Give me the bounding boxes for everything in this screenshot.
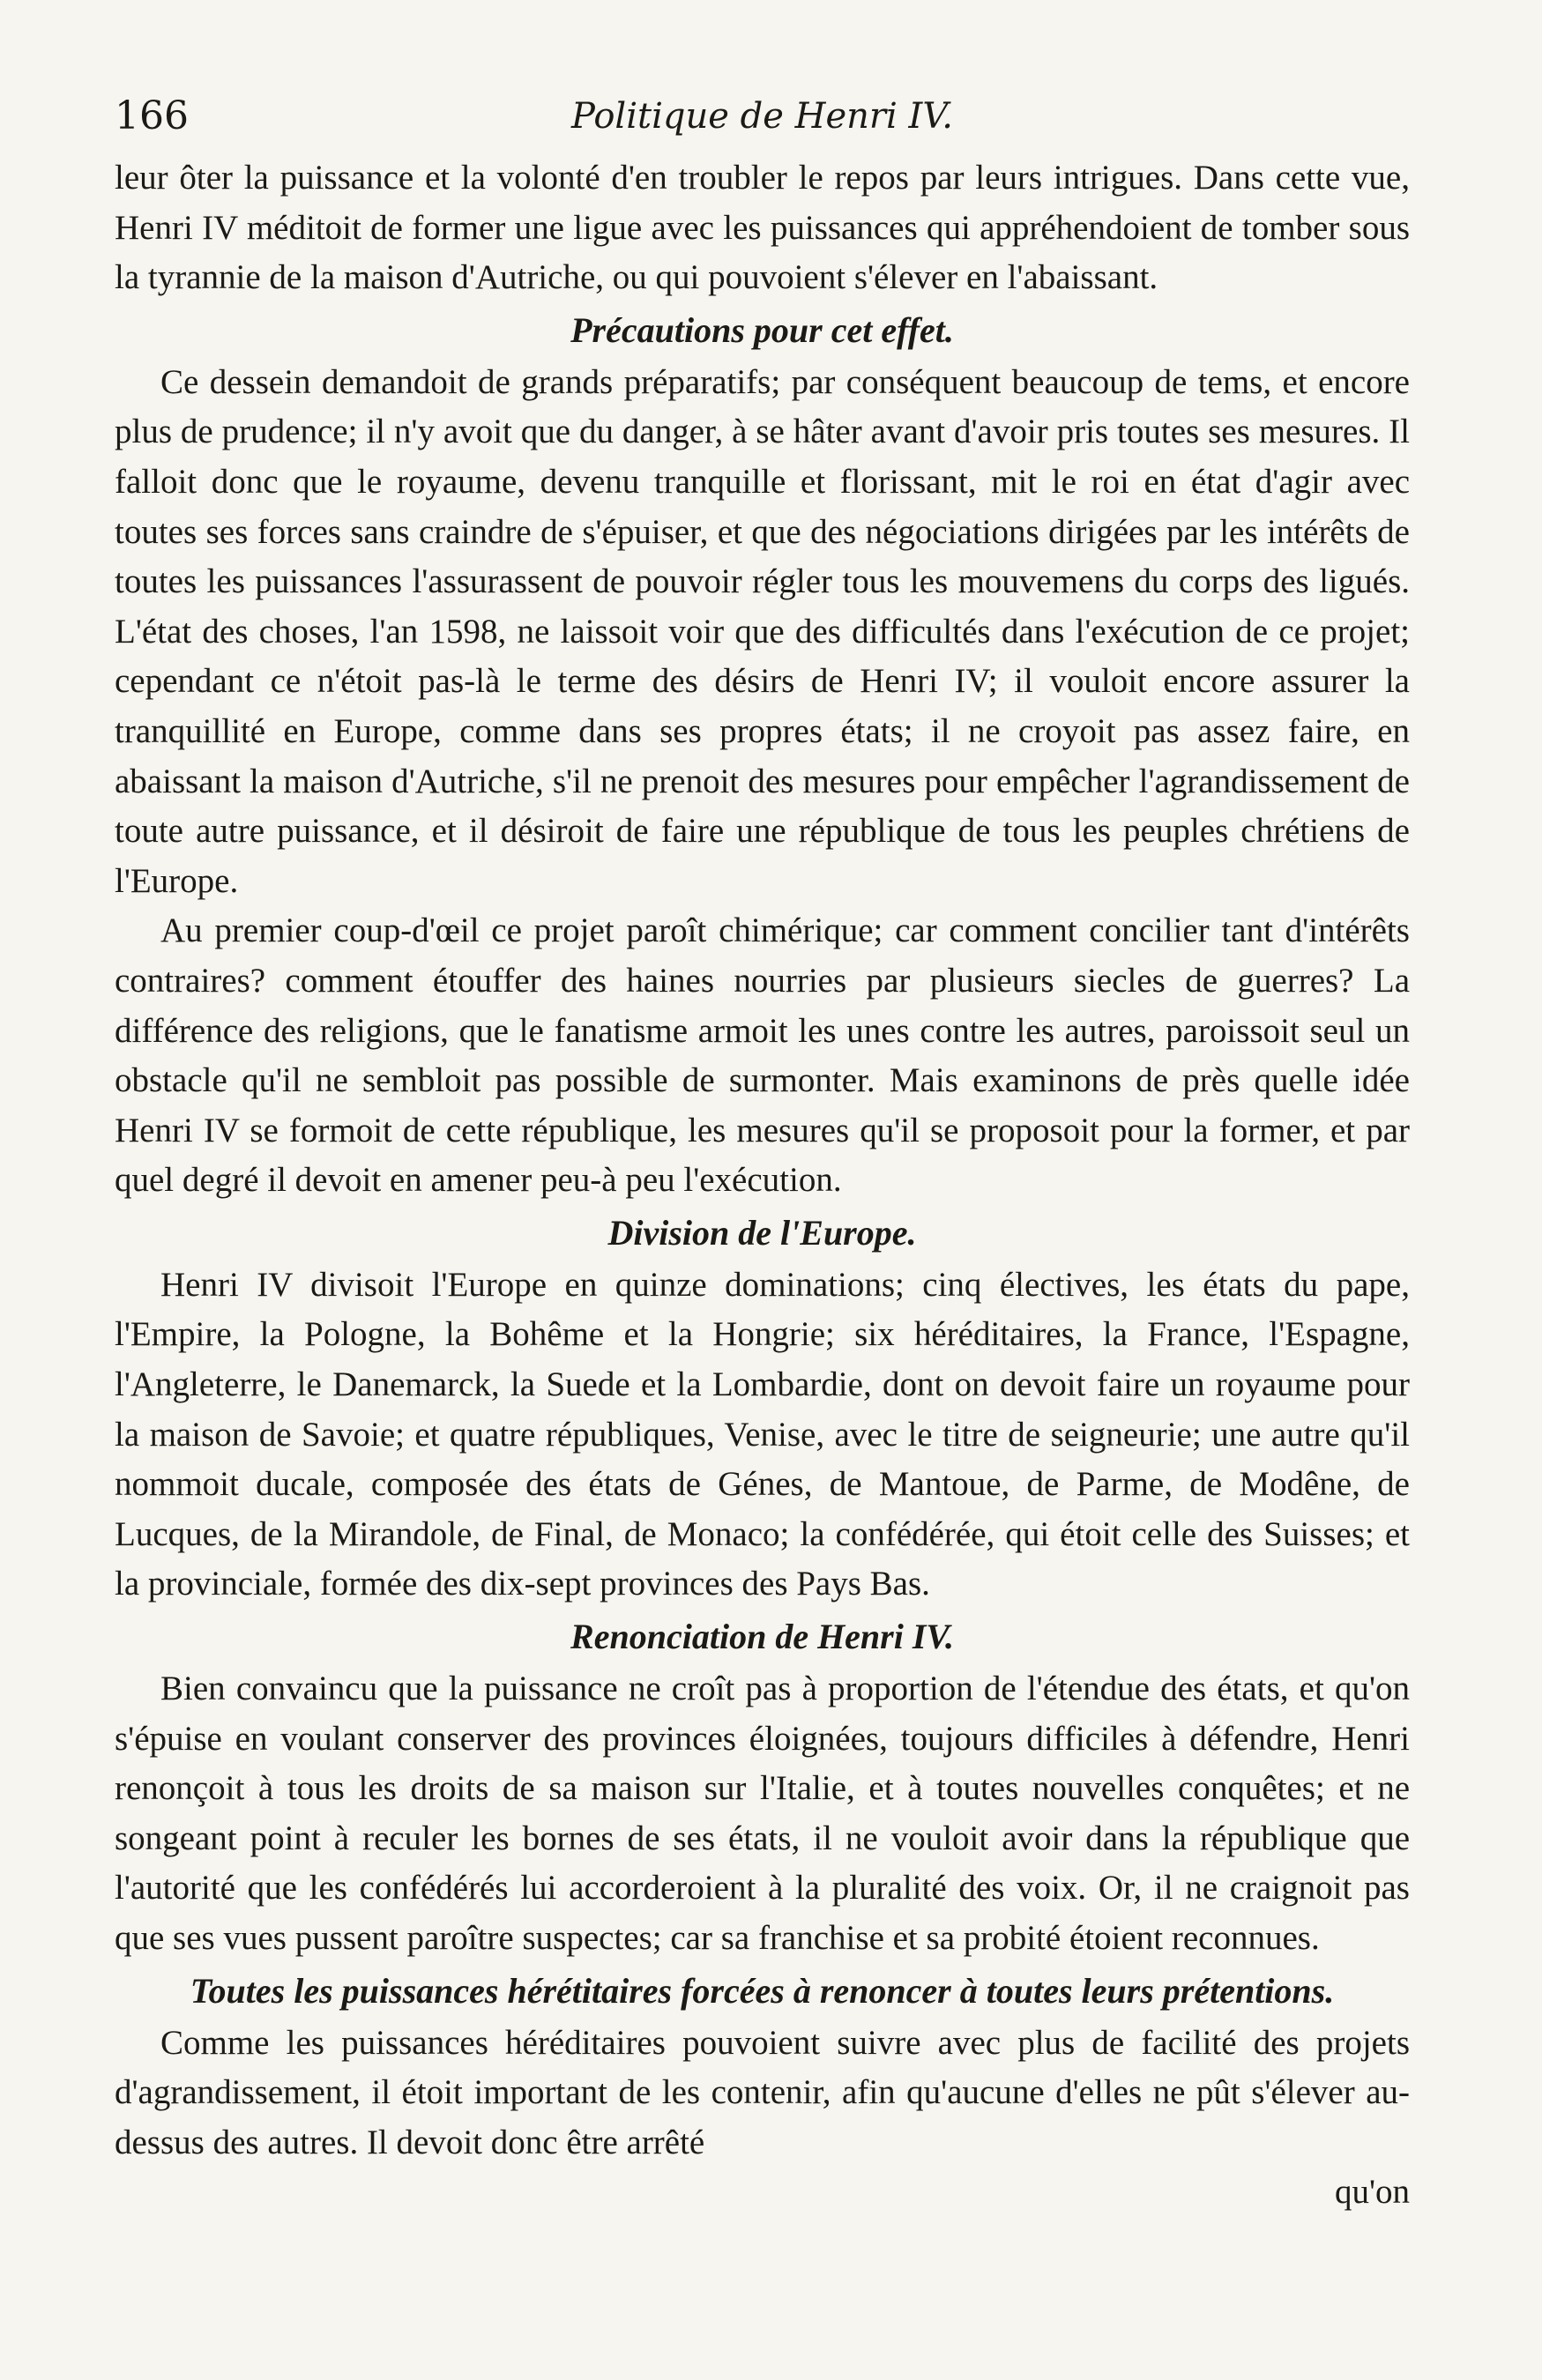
- body-text: [115, 153, 1410, 2217]
- heading-division: Division de l'Europe.: [607, 1212, 917, 1253]
- heading-puissances: Toutes les puissances hérétitaires forcées à renoncer à toutes leurs prétentions.: [190, 1970, 1335, 2011]
- paragraph: Henri IV divisoit l'Europe en quinze dominations; cinq électives, les états du pape, l'Empire, la Pologne, la Bohême et la Hongrie; six héréditaires, la France, l'Espagne, l'Angleterre, le Danemarck, la Suede et la Lombardie, dont on devoit faire un royaume pour la maison de Savoie; et quatre républiques, Venise, avec le titre de seigneurie; une autre qu'il nommoit ducale, composée des états de Génes, de Mantoue, de Parme, de Modêne, de Lucques, de la Mirandole, de Final, de Monaco; la confédérée, qui étoit celle des Suisses; et la provinciale, formée des dix-sept provinces des Pays Bas.: [115, 1265, 1410, 1603]
- heading-precautions: Précautions pour cet effet.: [570, 309, 954, 350]
- heading-renonciation: Renonciation de Henri IV.: [570, 1617, 954, 1657]
- paragraph: Au premier coup-d'œil ce projet paroît chimérique; car comment concilier tant d'intérêts contraires? comment étouffer des haines nourries par plusieurs siecles de guerres? La différence des religions, que le fanatisme armoit les unes contre les autres, paroissoit seul un obstacle qu'il ne sembloit pas possible de surmonter. Mais examinons de près quelle idée Henri IV se formoit de cette république, les mesures qu'il se proposoit pour la former, et par quel degré il devoit en amener peu-à peu l'exécution.: [115, 911, 1410, 1200]
- catchword: qu'on: [1334, 2173, 1410, 2212]
- running-title: Politique de Henri IV.: [571, 96, 953, 137]
- paragraph: Comme les puissances héréditaires pouvoient suivre avec plus de facilité des projets d'agrandissement, il étoit important de les contenir, afin qu'aucune d'elles ne pût s'élever au-dessus des autres. Il devoit donc être arrêté: [115, 2023, 1410, 2161]
- intro-paragraph: leur ôter la puissance et la volonté d'en troubler le repos par leurs intrigues. Dans cette vue, Henri IV méditoit de former une ligue avec les puissances qui appréhendoient de tomber sous la tyrannie de la maison d'Autriche, ou qui pouvoient s'élever en l'abaissant.: [115, 159, 1410, 297]
- paragraph: Ce dessein demandoit de grands préparatifs; par conséquent beaucoup de tems, et encore plus de prudence; il n'y avoit que du danger, à se hâter avant d'avoir pris toutes ses mesures. Il falloit donc que le royaume, devenu tranquille et florissant, mit le roi en état d'agir avec toutes ses forces sans craindre de s'épuiser, et que des négociations dirigées par les intérêts de toutes les puissances l'assurassent de pouvoir régler tous les mouvemens du corps des ligués. L'état des choses, l'an 1598, ne laissoit voir que des difficultés dans l'exécution de ce projet; cependant ce n'étoit pas-là le terme des désirs de Henri IV; il vouloit encore assurer la tranquillité en Europe, comme dans ses propres états; il ne croyoit pas assez faire, en abaissant la maison d'Autriche, s'il ne prenoit des mesures pour empêcher l'agrandissement de toute autre puissance, et il désiroit de faire une république de tous les peuples chrétiens de l'Europe.: [115, 362, 1410, 900]
- paragraph: Bien convaincu que la puissance ne croît pas à proportion de l'étendue des états, et qu'on s'épuise en voulant conserver des provinces éloignées, toujours difficiles à défendre, Henri renonçoit à tous les droits de sa maison sur l'Italie, et à toutes nouvelles conquêtes; et ne songeant point à reculer les bornes de ses états, il ne vouloit avoir dans la république que l'autorité que les confédérés lui accorderoient à la pluralité des voix. Or, il ne craignoit pas que ses vues pussent paroître suspectes; car sa franchise et sa probité étoient reconnues.: [115, 1670, 1410, 1957]
- page-number: 166: [115, 93, 189, 138]
- running-head: [115, 85, 1410, 148]
